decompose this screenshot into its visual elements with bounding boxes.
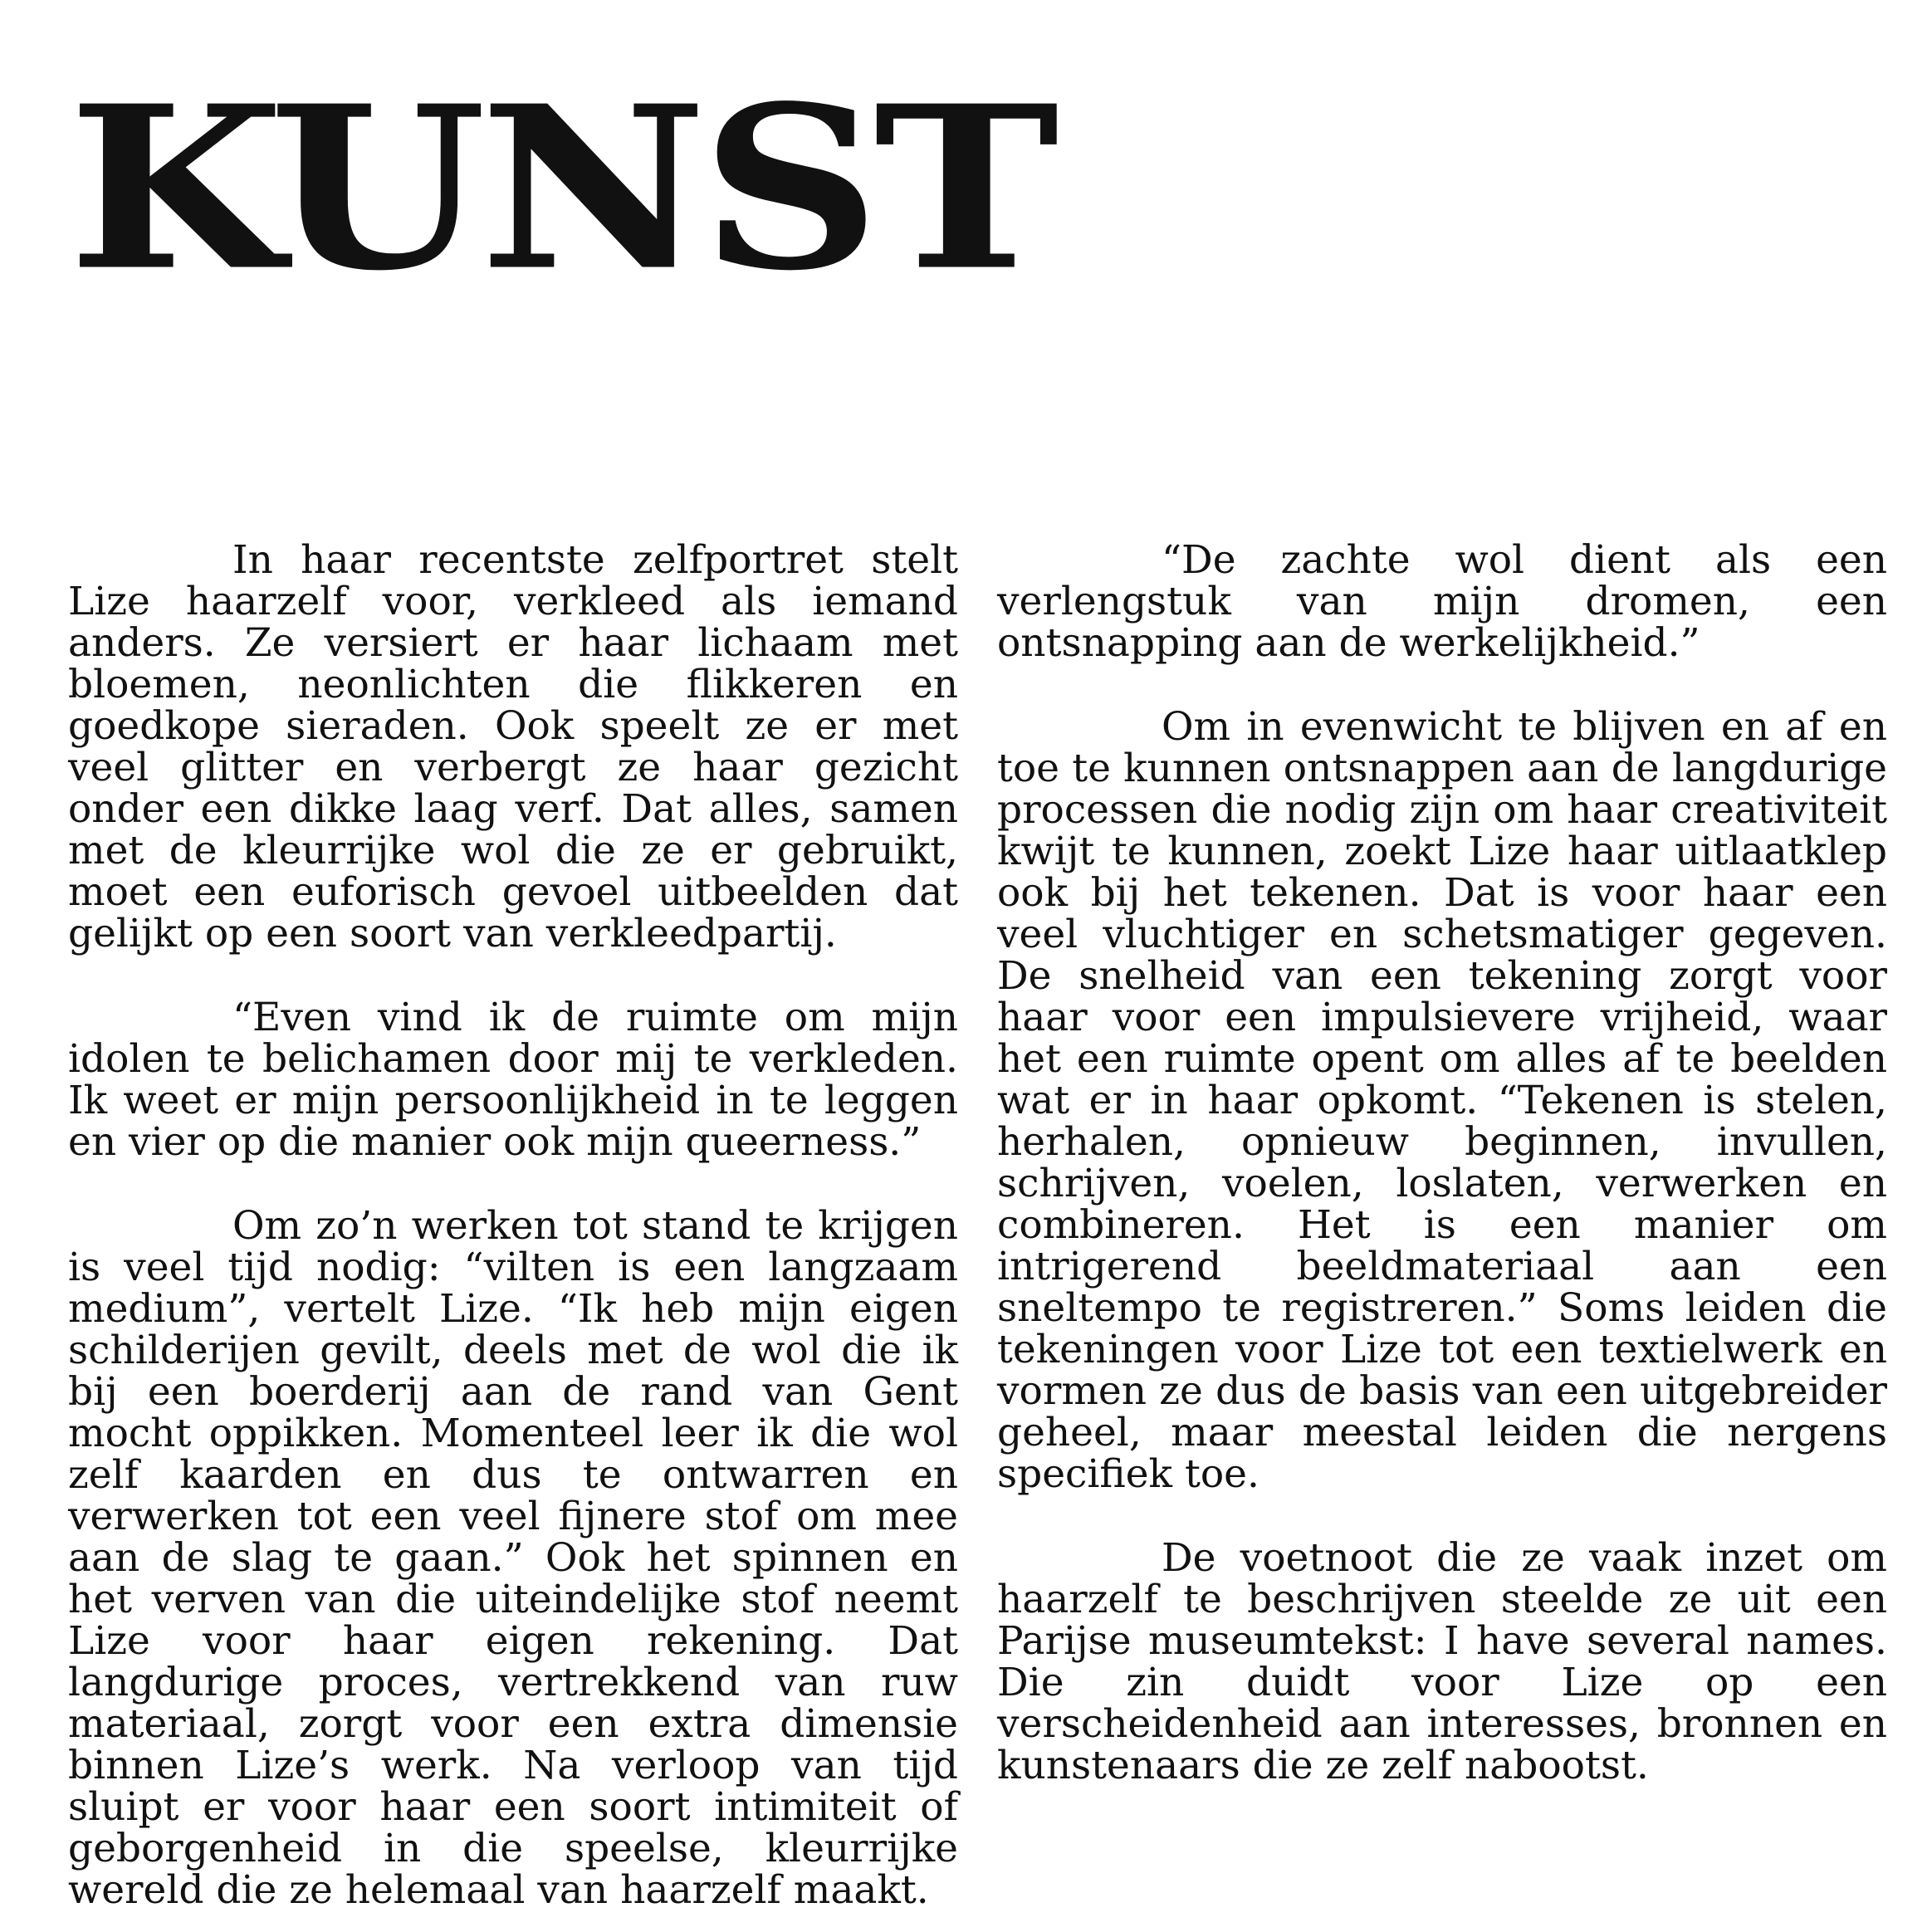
- paragraph-left-1: In haar recentste zelfportret stelt Lize haarzelf voor, verkleed als iemand anders. Ze versiert er haar lichaam met bloemen, neonlichten die flikkeren en goedkope sieraden. Ook speelt ze er met veel glitter en verbergt ze haar gezicht onder een dikke laag verf. Dat alles, samen met de kleurrijke wol die ze er gebruikt, moet een euforisch gevoel uitbeelden dat gelijkt op een soort van verkleedpartij.: [68, 537, 958, 956]
- page-title: KUNST: [68, 56, 1053, 320]
- paragraph-left-3: Om zo’n werken tot stand te krijgen is veel tijd nodig: “vilten is een langzaam medium”, vertelt Lize. “Ik heb mijn eigen schilderijen gevilt, deels met de wol die ik bij een boerderij aan de rand van Gent mocht oppikken. Momenteel leer ik die wol zelf kaarden en dus te ontwarren en verwerken tot een veel fijnere stof om mee aan de slag te gaan.” Ook het spinnen en het verven van die uiteindelijke stof neemt Lize voor haar eigen rekening. Dat langdurige proces, vertrekkend van ruw materiaal, zorgt voor een extra dimensie binnen Lize’s werk. Na verloop van tijd sluipt er voor haar een soort intimiteit of geborgenheid in die speelse, kleurrijke wereld die ze helemaal van haarzelf maakt.: [68, 1203, 958, 1913]
- paragraph-right-2: Om in evenwicht te blijven en af en toe te kunnen ontsnappen aan de langdurige processen die nodig zijn om haar creativiteit kwijt te kunnen, zoekt Lize haar uitlaatklep ook bij het tekenen. Dat is voor haar een veel vluchtiger en schetsmatiger gegeven. De snelheid van een tekening zorgt voor haar voor een impulsievere vrijheid, waar het een ruimte opent om alles af te beelden wat er in haar opkomt. “Tekenen is stelen, herhalen, opnieuw beginnen, invullen, schrijven, voelen, loslaten, verwerken en combineren. Het is een manier om intrigerend beeldmateriaal aan een sneltempo te registreren.” Soms leiden die tekeningen voor Lize tot een textielwerk en vormen ze dus de basis van een uitgebreider geheel, maar meestal leiden die nergens specifiek toe.: [997, 704, 1887, 1497]
- paragraph-left-2: “Even vind ik de ruimte om mijn idolen te belichamen door mij te verkleden. Ik weet er mijn persoonlijkheid in te leggen en vier op die manier ook mijn queerness.”: [68, 995, 958, 1165]
- paragraph-right-3: De voetnoot die ze vaak inzet om haarzelf te beschrijven steelde ze uit een Parijse museumtekst: I have several names. Die zin duidt voor Lize op een verscheidenheid aan interesses, bronnen en kunstenaars die ze zelf nabootst.: [997, 1535, 1887, 1788]
- right-column: [997, 537, 1887, 1788]
- paragraph-right-1: “De zachte wol dient als een verlengstuk van mijn dromen, een ontsnapping aan de werkelijkheid.”: [997, 537, 1887, 666]
- left-column: [68, 537, 958, 1913]
